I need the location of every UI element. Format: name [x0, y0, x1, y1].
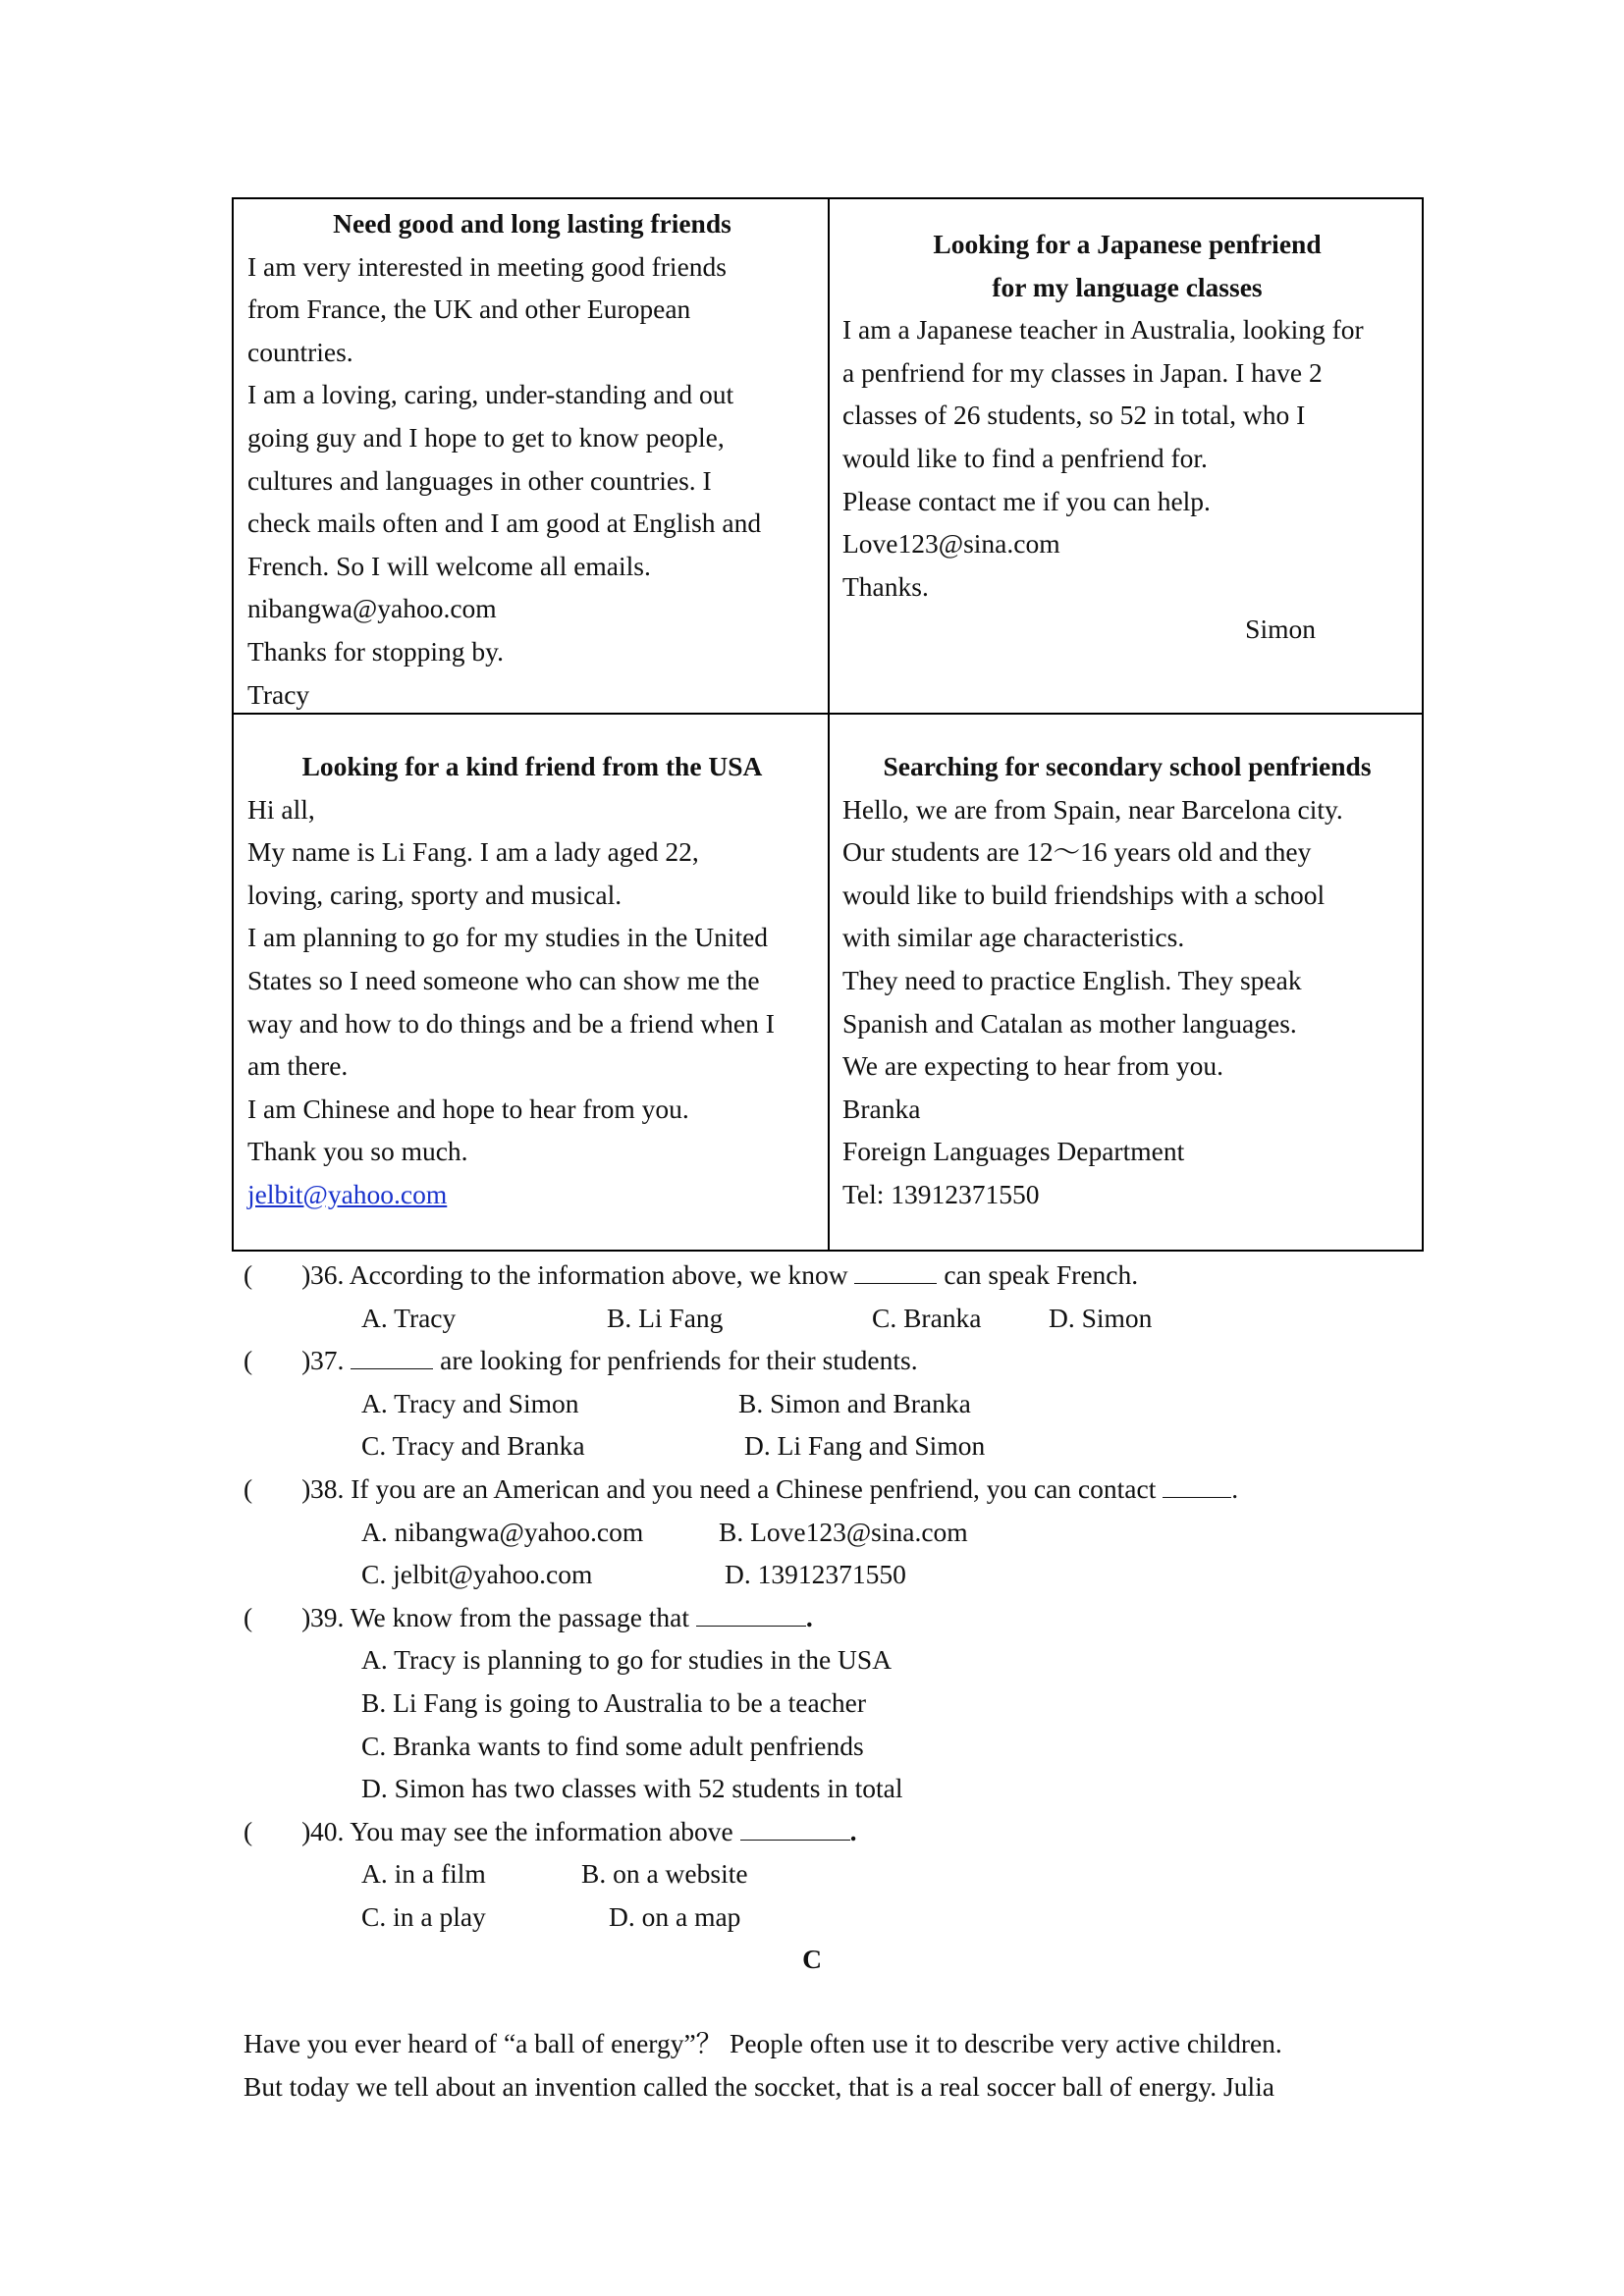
- question-37: [244, 1339, 1422, 1382]
- option[interactable]: B. Simon and Branka: [738, 1387, 971, 1418]
- answer-blank[interactable]: [854, 1257, 937, 1284]
- ad-cell-branka: [842, 745, 1412, 1216]
- answer-paren[interactable]: ( ): [244, 1815, 311, 1846]
- ad-line: cultures and languages in other countries. I: [247, 464, 712, 496]
- ad-title: Need good and long lasting friends: [333, 208, 731, 239]
- ad-line: a penfriend for my classes in Japan. I have 2: [842, 356, 1323, 388]
- table-vertical-divider: [828, 199, 830, 1250]
- ad-line: Hello, we are from Spain, near Barcelona city.: [842, 793, 1343, 825]
- options-row: [244, 1767, 1422, 1810]
- ad-line: I am very interested in meeting good friends: [247, 250, 727, 282]
- ad-line: would like to find a penfriend for.: [842, 442, 1208, 473]
- options-row: [244, 1382, 1422, 1425]
- passage-line: But today we tell about an invention called the soccket, that is a real soccer ball of energy. Julia: [244, 2070, 1274, 2102]
- question-text: .: [1231, 1472, 1239, 1504]
- question-text: are looking for penfriends for their students.: [440, 1345, 918, 1376]
- ad-line: My name is Li Fang. I am a lady aged 22,: [247, 836, 699, 868]
- ad-line: Foreign Languages Department: [842, 1136, 1185, 1167]
- question-text: 36. According to the information above, we know: [310, 1259, 848, 1290]
- option[interactable]: B. Love123@sina.com: [719, 1516, 968, 1547]
- ad-line: Thank you so much.: [247, 1136, 468, 1167]
- option[interactable]: D. on a map: [609, 1900, 741, 1932]
- question-text: 37.: [310, 1345, 345, 1376]
- email-link[interactable]: jelbit@yahoo.com: [247, 1178, 448, 1209]
- ad-line: from France, the UK and other European: [247, 294, 691, 325]
- option[interactable]: C. Branka: [872, 1302, 982, 1333]
- ad-signature: Branka: [842, 1093, 921, 1124]
- ad-signature: Simon: [1245, 614, 1316, 645]
- questions: [244, 1254, 1422, 1939]
- ad-line: I am a loving, caring, under-standing and out: [247, 379, 734, 410]
- ad-cell-li-fang: [247, 745, 817, 1216]
- option[interactable]: D. Simon has two classes with 52 students in total: [361, 1773, 903, 1804]
- ad-title: Looking for a kind friend from the USA: [301, 751, 763, 781]
- ad-title: Looking for a Japanese penfriend: [933, 229, 1322, 259]
- option[interactable]: C. jelbit@yahoo.com: [361, 1559, 593, 1590]
- ad-line: Spanish and Catalan as mother languages.: [842, 1007, 1297, 1039]
- ad-line: check mails often and I am good at English and: [247, 507, 762, 539]
- ad-signature: Tracy: [247, 678, 310, 710]
- options-row: [244, 1638, 1422, 1682]
- question-40: [244, 1810, 1422, 1853]
- option[interactable]: C. Tracy and Branka: [361, 1430, 585, 1462]
- options-row: [244, 1424, 1422, 1468]
- ad-email: nibangwa@yahoo.com: [247, 593, 497, 624]
- answer-paren[interactable]: ( ): [244, 1472, 311, 1504]
- option[interactable]: D. 13912371550: [725, 1559, 906, 1590]
- options-row: [244, 1553, 1422, 1596]
- options-row: [244, 1852, 1422, 1896]
- answer-blank[interactable]: [351, 1343, 433, 1369]
- question-text: can speak French.: [944, 1259, 1139, 1290]
- ad-line: I am a Japanese teacher in Australia, looking for: [842, 314, 1364, 346]
- question-36: [244, 1254, 1422, 1297]
- ad-line: I am Chinese and hope to hear from you.: [247, 1093, 689, 1124]
- ad-line: Thanks for stopping by.: [247, 635, 504, 667]
- passage-line: Have you ever heard of “a ball of energy”？ People often use it to describe very active children.: [244, 2028, 1282, 2058]
- option[interactable]: C. in a play: [361, 1900, 486, 1932]
- section-heading: C: [802, 1944, 822, 1974]
- question-text: .: [805, 1601, 813, 1632]
- options-row: [244, 1896, 1422, 1939]
- option[interactable]: D. Li Fang and Simon: [744, 1430, 986, 1462]
- ad-line: States so I need someone who can show me the: [247, 964, 760, 995]
- answer-paren[interactable]: ( ): [244, 1345, 311, 1376]
- answer-paren[interactable]: ( ): [244, 1259, 311, 1290]
- question-38: [244, 1468, 1422, 1511]
- ad-line: They need to practice English. They speak: [842, 964, 1302, 995]
- passage-c: [244, 2022, 1388, 2108]
- answer-paren[interactable]: ( ): [244, 1601, 311, 1632]
- option[interactable]: C. Branka wants to find some adult penfriends: [361, 1730, 864, 1761]
- option[interactable]: B. on a website: [581, 1858, 748, 1890]
- ad-title: Searching for secondary school penfriends: [883, 751, 1372, 781]
- ads-table: [232, 197, 1424, 1252]
- ad-line: classes of 26 students, so 52 in total, who I: [842, 400, 1306, 431]
- ad-greeting: Hi all,: [247, 793, 315, 825]
- option[interactable]: D. Simon: [1049, 1302, 1153, 1333]
- question-text: 38. If you are an American and you need a Chinese penfriend, you can contact: [310, 1472, 1157, 1504]
- ad-line: would like to build friendships with a school: [842, 879, 1326, 910]
- options-row: [244, 1297, 1422, 1340]
- ad-line: loving, caring, sporty and musical.: [247, 879, 623, 910]
- question-text: 39. We know from the passage that: [310, 1601, 690, 1632]
- answer-blank[interactable]: [1163, 1471, 1231, 1498]
- ad-line: Please contact me if you can help.: [842, 485, 1211, 516]
- ad-line: am there.: [247, 1050, 349, 1082]
- options-row: [244, 1725, 1422, 1768]
- ad-line: way and how to do things and be a friend when I: [247, 1007, 775, 1039]
- option[interactable]: A. nibangwa@yahoo.com: [361, 1516, 644, 1547]
- answer-blank[interactable]: [696, 1600, 806, 1627]
- ad-line: Our students are 12～16 years old and they: [842, 836, 1312, 868]
- ad-line: We are expecting to hear from you.: [842, 1050, 1223, 1082]
- option[interactable]: A. Tracy and Simon: [361, 1387, 579, 1418]
- option[interactable]: A. in a film: [361, 1858, 486, 1890]
- options-row: [244, 1511, 1422, 1554]
- option[interactable]: B. Li Fang is going to Australia to be a teacher: [361, 1686, 866, 1718]
- question-39: [244, 1596, 1422, 1639]
- ad-phone: Tel: 13912371550: [842, 1178, 1040, 1209]
- ad-cell-tracy: [247, 202, 817, 716]
- ad-line: French. So I will welcome all emails.: [247, 550, 651, 581]
- question-text: 40. You may see the information above: [310, 1815, 733, 1846]
- answer-blank[interactable]: [740, 1814, 850, 1841]
- ad-line: with similar age characteristics.: [842, 922, 1185, 953]
- question-text: .: [849, 1815, 857, 1846]
- option[interactable]: B. Li Fang: [607, 1302, 724, 1333]
- option[interactable]: A. Tracy is planning to go for studies in the USA: [361, 1644, 893, 1676]
- ad-line: countries.: [247, 336, 353, 367]
- ad-email: Love123@sina.com: [842, 528, 1060, 560]
- ad-line: Thanks.: [842, 570, 929, 602]
- ad-line: going guy and I hope to get to know people,: [247, 421, 725, 453]
- ad-title: for my language classes: [992, 271, 1263, 302]
- ad-line: I am planning to go for my studies in the United: [247, 922, 769, 953]
- option[interactable]: A. Tracy: [361, 1302, 457, 1333]
- ad-cell-simon: [842, 223, 1412, 651]
- options-row: [244, 1682, 1422, 1725]
